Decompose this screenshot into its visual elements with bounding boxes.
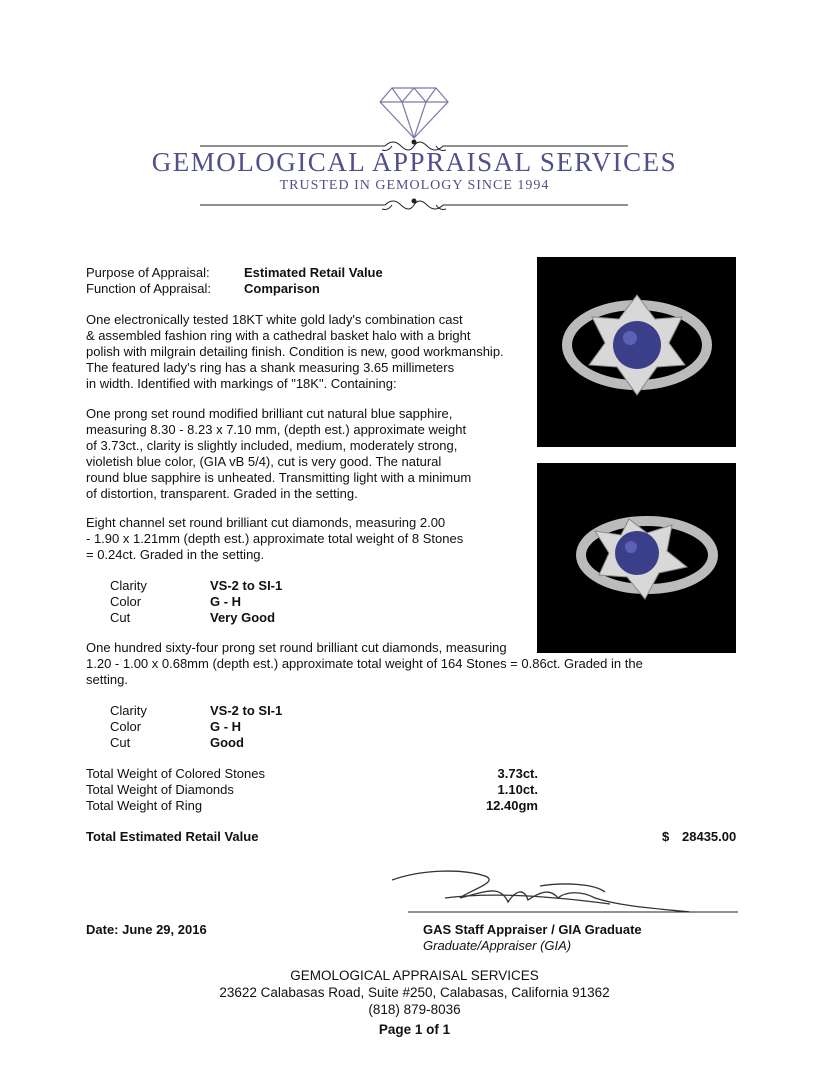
total-colored-stones-row: Total Weight of Colored Stones 3.73ct.: [86, 766, 538, 781]
purpose-label: Purpose of Appraisal:: [86, 265, 210, 280]
footer-phone: (818) 879-8036: [368, 1002, 461, 1017]
ring-description: One electronically tested 18KT white gold lady's combination cast & assembled fashion ring with a cathedral basket halo with a bright polish with milgrain detailing finish. Condition is new, good workmanship. The featured lady's ring has a shank measuring 3.65 millimeters in width. Identified with markings of "18K". Containing:: [86, 312, 504, 391]
appraisal-date: Date: June 29, 2016: [86, 922, 207, 937]
ring-photo-top: [537, 257, 736, 447]
sapphire-description: One prong set round modified brilliant cut natural blue sapphire, measuring 8.30 - 8.23 x 7.10 mm, (depth est.) approximate weight of 3.73ct., clarity is slightly included, medium, moderately strong, violetish blue color, (GIA vB 5/4), cut is very good. The natural round blue sapphire is unheated. Transmitting light with a minimum of distortion, transparent. Graded in the setting.: [86, 406, 472, 501]
purpose-value: Estimated Retail Value: [244, 265, 383, 280]
appraiser-credential: Graduate/Appraiser (GIA): [423, 938, 572, 953]
prong-diamond-description: One hundred sixty-four prong set round brilliant cut diamonds, measuring 1.20 - 1.00 x 0.68mm (depth est.) approximate total weight of 164 Stones = 0.86ct. Graded in the setting.: [86, 640, 643, 687]
org-tagline: TRUSTED IN GEMOLOGY SINCE 1994: [279, 178, 550, 193]
channel-color-row: Color G - H: [110, 594, 242, 609]
signature: [390, 862, 740, 917]
prong-cut-row: Cut Good: [110, 735, 244, 750]
function-label: Function of Appraisal:: [86, 281, 212, 296]
retail-currency: $: [662, 829, 670, 844]
appraiser-title: GAS Staff Appraiser / GIA Graduate: [423, 922, 642, 937]
channel-clarity-row: Clarity VS-2 to SI-1: [110, 578, 283, 593]
prong-clarity-row: Clarity VS-2 to SI-1: [110, 703, 283, 718]
org-title: GEMOLOGICAL APPRAISAL SERVICES: [151, 147, 678, 177]
retail-amount: 28435.00: [682, 829, 737, 844]
ring-photo-angle: [537, 463, 736, 653]
footer-org: GEMOLOGICAL APPRAISAL SERVICES: [290, 968, 539, 983]
signature-icon: [390, 862, 740, 917]
ring-photo-icon: [537, 463, 736, 653]
channel-diamond-description: Eight channel set round brilliant cut diamonds, measuring 2.00 - 1.90 x 1.21mm (depth est.) approximate total weight of 8 Stones = 0.24ct. Graded in the setting.: [86, 515, 464, 562]
channel-cut-row: Cut Very Good: [110, 610, 276, 625]
retail-value-label: Total Estimated Retail Value: [86, 829, 259, 844]
total-ring-weight-row: Total Weight of Ring 12.40gm: [86, 798, 538, 813]
prong-color-row: Color G - H: [110, 719, 242, 734]
ring-photo-icon: [537, 257, 736, 447]
footer-address: 23622 Calabasas Road, Suite #250, Calabasas, California 91362: [219, 985, 610, 1000]
function-value: Comparison: [244, 281, 320, 296]
page-number: Page 1 of 1: [378, 1022, 451, 1037]
total-diamonds-row: Total Weight of Diamonds 1.10ct.: [86, 782, 538, 797]
